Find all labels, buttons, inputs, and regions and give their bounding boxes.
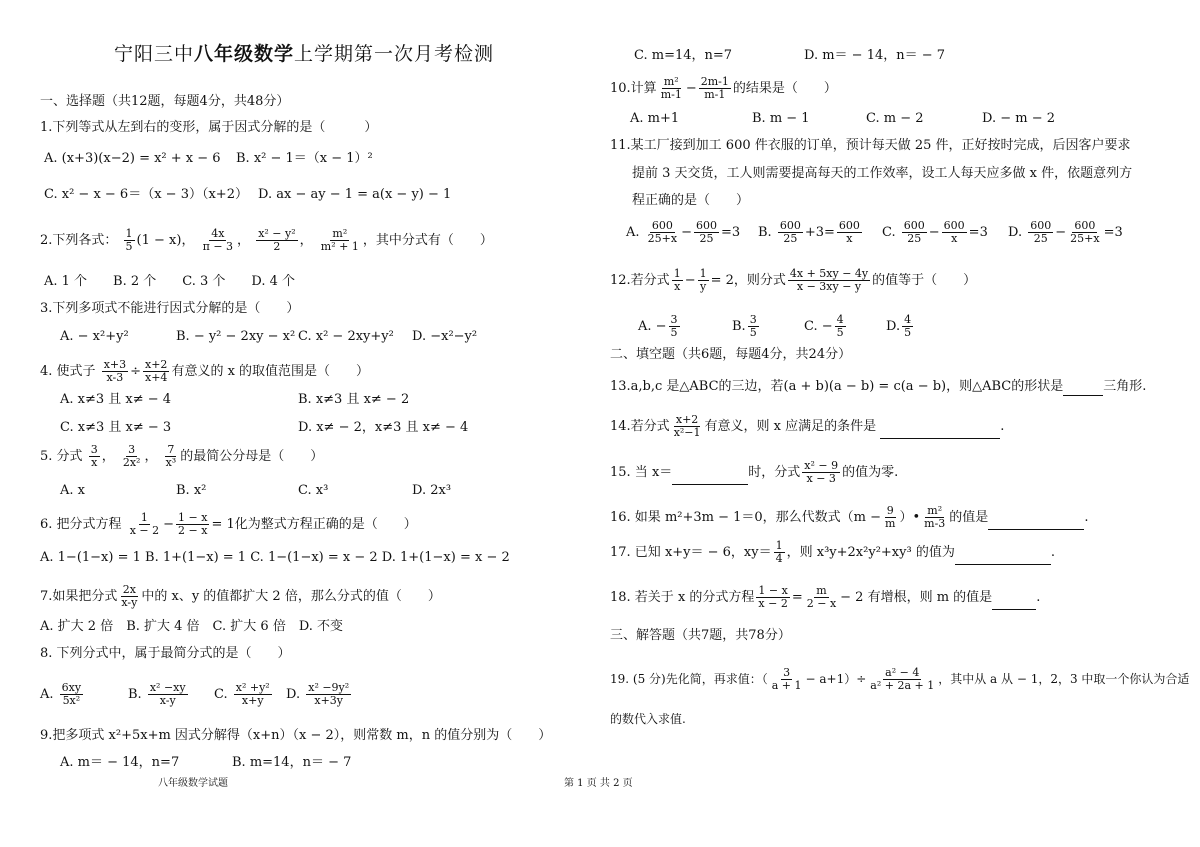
denominator: x − 2 <box>758 597 788 610</box>
fraction <box>837 220 862 245</box>
numerator: 4x + 5xy − 4y <box>789 267 869 280</box>
q5-option-d: D. 2x³ <box>412 483 452 498</box>
q7-pre: 7.如果把分式 <box>40 589 118 604</box>
numerator: 1 <box>673 267 681 280</box>
denominator: x+3y <box>314 694 344 707</box>
q1-stem: 1.下列等式从左到右的变形，属于因式分解的是（ ） <box>40 120 378 135</box>
numerator: 3 <box>783 666 791 679</box>
denominator: 5 <box>836 326 844 339</box>
numerator: x² − y² <box>258 227 296 240</box>
equals: =3 <box>1103 225 1123 240</box>
q10-option-b: B. m − 1 <box>752 111 810 126</box>
q19-line-2: 的数代入求值. <box>610 712 686 726</box>
denominator: x − 3 <box>806 472 836 485</box>
numerator: 4 <box>836 313 844 326</box>
q19-mid: − a+1）÷ <box>805 672 867 686</box>
q4-option-b: B. x≠3 且 x≠ − 2 <box>298 392 410 407</box>
denominator: 2 <box>273 240 281 253</box>
numerator: 600 <box>838 219 860 232</box>
q2-post: ，其中分式有（ ） <box>362 233 493 248</box>
q18-post: − 2 有增根，则 m 的值是 <box>840 590 993 605</box>
numerator: 600 <box>779 219 801 232</box>
q4-option-d: D. x≠ − 2，x≠3 且 x≠ − 4 <box>298 420 469 435</box>
denominator: m <box>885 517 896 530</box>
q2-term-1: (1 − x)， <box>136 233 195 248</box>
option-label: A. <box>40 687 54 702</box>
denominator: x <box>91 456 98 469</box>
denominator: 2 − x <box>178 524 208 537</box>
numerator: 600 <box>1074 219 1096 232</box>
numerator: 3 <box>128 443 136 456</box>
q19-stem <box>610 667 1189 692</box>
q4-fraction-1 <box>102 359 128 384</box>
footer-left: 八年级数学试题 <box>158 778 228 789</box>
denominator: x+y <box>241 694 264 707</box>
fraction <box>883 505 897 530</box>
option-label: D. <box>1008 225 1023 240</box>
q12-pre: 12.若分式 <box>610 273 670 288</box>
denominator: 5 <box>670 326 678 339</box>
fraction <box>788 268 870 293</box>
q10-option-d: D. − m − 2 <box>982 111 1056 126</box>
q6-options: A. 1−(1−x) = 1 B. 1+(1−x) = 1 C. 1−(1−x) = x − 2 D. 1+(1−x) = x − 2 <box>40 550 510 565</box>
denominator: x²−1 <box>673 426 701 439</box>
q8-fraction-c <box>234 682 272 707</box>
q6-stem <box>40 512 417 537</box>
denominator: π − 3 <box>202 240 234 253</box>
q11-option-b <box>758 220 864 245</box>
q2-pre: 2.下列各式： <box>40 233 118 248</box>
q10-pre: 10.计算 <box>610 81 657 96</box>
q1-option-a: A. (x+3)(x−2) = x² + x − 6 <box>44 151 221 166</box>
fraction <box>942 220 967 245</box>
q16-stem <box>610 505 1088 530</box>
numerator: 1 <box>775 539 783 552</box>
q11-option-a <box>626 220 740 245</box>
q6-post: = 1化为整式方程正确的是（ ） <box>211 517 417 532</box>
option-label: C. <box>882 225 896 240</box>
numerator: 600 <box>943 219 965 232</box>
minus-sign: − <box>163 517 175 532</box>
fraction <box>646 220 679 245</box>
numerator: 600 <box>903 219 925 232</box>
q12-stem <box>610 268 976 293</box>
q4-fraction-2 <box>143 359 169 384</box>
q4-option-c: C. x≠3 且 x≠ − 3 <box>60 420 172 435</box>
answer-blank[interactable] <box>880 424 1000 439</box>
q7-stem <box>40 584 441 609</box>
fraction <box>669 314 680 339</box>
fraction <box>778 220 803 245</box>
option-label: C. <box>214 687 228 702</box>
answer-blank[interactable] <box>1063 381 1103 396</box>
numerator: m <box>816 584 827 597</box>
q9-option-b: B. m=14，n＝ − 7 <box>232 755 352 770</box>
q2-fraction-2 <box>201 228 235 253</box>
minus-sign: − <box>684 273 696 288</box>
fraction <box>774 540 785 565</box>
q14-pre: 14.若分式 <box>610 419 670 434</box>
q8-stem: 8. 下列分式中，属于最简分式的是（ ） <box>40 646 291 661</box>
denominator: a² + 2a + 1 <box>870 679 935 692</box>
numerator: 4 <box>904 313 912 326</box>
q7-fraction <box>119 584 139 609</box>
fraction <box>902 220 927 245</box>
fraction <box>694 220 719 245</box>
numerator: 1 − x <box>758 584 788 597</box>
q12-post: 的值等于（ ） <box>872 273 977 288</box>
fraction <box>868 667 936 692</box>
q4-stem <box>40 359 369 384</box>
q5-option-a: A. x <box>60 483 85 498</box>
numerator: m² <box>663 75 679 88</box>
q8-option-b <box>128 682 190 707</box>
fraction <box>770 667 804 692</box>
numerator: x² −9y² <box>308 681 350 694</box>
operator: +3= <box>804 225 835 240</box>
q2-fraction-3 <box>256 228 297 253</box>
denominator: 5 <box>904 326 912 339</box>
denominator: 2x² <box>122 456 141 469</box>
q16-post: 的值是 <box>949 510 989 525</box>
numerator: 6xy <box>61 681 82 694</box>
fraction <box>922 505 947 530</box>
option-label: A. <box>626 225 640 240</box>
q15-post: 的值为零. <box>842 465 899 480</box>
q10-fraction-2 <box>699 76 731 101</box>
q5-option-b: B. x² <box>176 483 207 498</box>
denominator: x³ <box>165 456 177 469</box>
fraction <box>748 314 759 339</box>
q15-mid: 时，分式 <box>748 465 801 480</box>
numerator: 600 <box>651 219 673 232</box>
q1-option-c: C. x² − x − 6＝（x − 3）（x+2） <box>44 187 248 202</box>
q5-post: 的最简公分母是（ ） <box>180 449 324 464</box>
numerator: 2m-1 <box>700 75 729 88</box>
numerator: a² − 4 <box>885 666 920 679</box>
numerator: x² −xy <box>149 681 186 694</box>
numerator: x² − 9 <box>804 459 839 472</box>
q8-option-c <box>214 682 274 707</box>
numerator: x+3 <box>103 358 127 371</box>
q16-pre: 16. 如果 m²+3m − 1＝0，那么代数式（m − <box>610 510 882 525</box>
q2-stem: 2.下列各式： $\frac{1}{5}$ (1 − x)， $\frac{4x}{\pi - 3}$ ， $\frac{\text{x² − y²}}{2}$ ， $\frac{\text{m²}}{\text{m² + 1}}$ ，其中分式有（ ） <box>40 227 493 253</box>
minus-sign: − <box>685 81 697 96</box>
q4-pre: 4. 使式子 <box>40 364 96 379</box>
q5-fraction-1 <box>89 444 100 469</box>
q12-mid-text: = 2，则分式 <box>710 273 786 288</box>
section-fill-in: 二、填空题（共6题，每题4分，共24分） <box>610 347 852 362</box>
q10-option-a: A. m+1 <box>630 111 680 126</box>
q9-stem: 9.把多项式 x²+5x+m 因式分解得（x+n）（x − 2），则常数 m，n 的值分别为（ ） <box>40 728 552 743</box>
option-label: B. <box>128 687 142 702</box>
numerator: x² +y² <box>235 681 270 694</box>
q8-fraction-d <box>306 682 351 707</box>
divide-sign: ÷ <box>130 364 142 379</box>
q19-pre: 19. (5 分)先化简，再求值：（ <box>610 672 768 686</box>
denominator: m² + 1 <box>320 240 359 253</box>
denominator: x <box>674 280 681 293</box>
q5-pre: 5. 分式 <box>40 449 83 464</box>
answer-blank[interactable] <box>988 515 1084 530</box>
q12-option-d <box>886 314 915 339</box>
section-answer: 三、解答题（共7题，共78分） <box>610 628 791 643</box>
q18-end: . <box>1036 590 1041 605</box>
option-label: B. <box>732 319 746 334</box>
q2-fraction-4 <box>319 228 361 253</box>
denominator: x+4 <box>145 371 168 384</box>
fraction <box>802 460 840 485</box>
denominator: 4 <box>775 552 783 565</box>
q10-post: 的结果是（ ） <box>732 81 837 96</box>
fraction <box>902 314 913 339</box>
q15-pre: 15. 当 x＝ <box>610 465 673 480</box>
equals: =3 <box>721 225 741 240</box>
numerator: 1 <box>699 267 707 280</box>
q3-option-b: B. − y² − 2xy − x² <box>176 329 296 344</box>
q14-post: 有意义，则 x 应满足的条件是 <box>704 419 877 434</box>
denominator: 5x² <box>62 694 81 707</box>
q9-option-c: C. m=14，n=7 <box>634 48 733 63</box>
q9-option-d: D. m＝ − 14，n＝ − 7 <box>804 48 946 63</box>
numerator: 9 <box>886 504 894 517</box>
q13-stem <box>610 378 1146 396</box>
q3-option-d: D. −x²−y² <box>412 329 478 344</box>
numerator: 4x <box>211 227 225 240</box>
numerator: 1 <box>125 227 133 240</box>
numerator: 7 <box>167 443 175 456</box>
q17-end: . <box>1050 545 1055 560</box>
q2-options: A. 1 个 B. 2 个 C. 3 个 D. 4 个 <box>44 274 296 289</box>
denominator: x-y <box>121 596 138 609</box>
q6-pre: 6. 把分式方程 <box>40 517 122 532</box>
denominator: 25 <box>907 232 922 245</box>
q5-option-c: C. x³ <box>298 483 329 498</box>
denominator: x <box>846 232 853 245</box>
denominator: a + 1 <box>771 679 802 692</box>
denominator: m-1 <box>704 88 726 101</box>
q3-stem: 3.下列多项式不能进行因式分解的是（ ） <box>40 301 300 316</box>
denominator: 5 <box>749 326 757 339</box>
q16-mid: ）• <box>899 510 921 525</box>
q15-stem <box>610 460 898 485</box>
q11-line-2: 提前 3 天交货，工人则需要提高每天的工作效率，设工人每天应多做 x 件，依题意列方 <box>632 166 1133 181</box>
denominator: m-1 <box>660 88 682 101</box>
denominator: m-3 <box>924 517 946 530</box>
q17-post: ，则 x³y+2x²y²+xy³ 的值为 <box>786 545 955 560</box>
q8-option-a <box>40 682 85 707</box>
q3-option-c: C. x² − 2xy+y² <box>298 329 394 344</box>
fraction <box>1068 220 1101 245</box>
denominator: y <box>699 280 707 293</box>
denominator: x <box>951 232 958 245</box>
operator: − <box>928 225 940 240</box>
numerator: 600 <box>696 219 717 232</box>
q2-fraction-1 <box>124 228 135 253</box>
title-post: 上学期第一次月考检测 <box>294 43 495 65</box>
q12-option-a <box>638 314 682 339</box>
numerator: 1 − x <box>178 511 208 524</box>
q18-pre: 18. 若关于 x 的分式方程 <box>610 590 755 605</box>
q12-option-c <box>804 314 848 339</box>
q1-option-b: B. x² − 1＝（x − 1）² <box>236 151 373 166</box>
option-label: A. − <box>638 319 667 334</box>
q11-option-c <box>882 220 988 245</box>
denominator: x − 3xy − y <box>796 280 862 293</box>
denominator: x-3 <box>106 371 124 384</box>
operator: − <box>1055 225 1067 240</box>
denominator: 25 <box>783 232 798 245</box>
option-label: D. <box>286 687 301 702</box>
numerator: 3 <box>749 313 757 326</box>
q14-end: . <box>1000 419 1005 434</box>
numerator: 1 <box>140 511 148 524</box>
footer-page-number: 第 1 页 共 2 页 <box>564 778 633 789</box>
q19-post: ，其中从 a 从 − 1，2，3 中取一个你认为合适 <box>938 672 1190 686</box>
q10-fraction-1 <box>659 76 684 101</box>
q4-post: 有意义的 x 的取值范围是（ ） <box>171 364 370 379</box>
option-label: D. <box>886 319 901 334</box>
numerator: 3 <box>90 443 98 456</box>
fraction <box>835 314 846 339</box>
fraction <box>805 585 838 610</box>
q5-stem: 5. 分式 $\frac{3}{x}$ ， $\frac{3}{\text{2x²}}$ ， $\frac{7}{\text{x³}}$ 的最简公分母是（ ） <box>40 443 324 469</box>
numerator: m² <box>332 227 348 240</box>
option-label: C. − <box>804 319 833 334</box>
title-bold: 八年级数学 <box>194 43 295 65</box>
q14-stem <box>610 414 1004 439</box>
numerator: 3 <box>670 313 678 326</box>
q5-fraction-3 <box>164 444 179 469</box>
option-label: B. <box>758 225 772 240</box>
q16-end: . <box>1084 510 1089 525</box>
denominator: 25 <box>699 232 714 245</box>
denominator: x-y <box>159 694 176 707</box>
answer-blank[interactable] <box>992 595 1036 610</box>
denominator: 25 <box>1033 232 1048 245</box>
q6-fraction-1 <box>128 512 161 537</box>
numerator: m² <box>927 504 943 517</box>
q17-pre: 17. 已知 x+y＝ − 6，xy＝ <box>610 545 772 560</box>
fraction <box>1028 220 1053 245</box>
denominator: 25+x <box>1070 232 1100 245</box>
q13-post: 三角形. <box>1103 379 1147 394</box>
q7-post: 中的 x、y 的值都扩大 2 倍，那么分式的值（ ） <box>141 589 441 604</box>
q11-line-3: 程正确的是（ ） <box>632 193 750 208</box>
q18-stem <box>610 585 1040 610</box>
equals: =3 <box>968 225 988 240</box>
fraction <box>756 585 789 610</box>
fraction <box>672 414 703 439</box>
numerator: 2x <box>122 583 136 596</box>
q8-option-d <box>286 682 353 707</box>
denominator: 5 <box>125 240 133 253</box>
equals: = <box>791 590 803 605</box>
numerator: 600 <box>1030 219 1052 232</box>
denominator: x − 2 <box>129 524 160 537</box>
q7-options: A. 扩大 2 倍 B. 扩大 4 倍 C. 扩大 6 倍 D. 不变 <box>40 619 344 634</box>
q1-option-d: D. ax − ay − 1 = a(x − y) − 1 <box>258 187 452 202</box>
q6-fraction-2 <box>176 512 209 537</box>
numerator: x+2 <box>145 358 168 371</box>
denominator: 2 − x <box>806 597 837 610</box>
q3-option-a: A. − x²+y² <box>60 329 129 344</box>
q11-line-1: 11.某工厂接到加工 600 件衣服的订单，预计每天做 25 件，正好按时完成，后因客户要求 <box>610 138 1131 153</box>
q10-stem <box>610 76 837 101</box>
q8-fraction-b <box>148 682 188 707</box>
q8-fraction-a <box>60 682 83 707</box>
q10-option-c: C. m − 2 <box>866 111 924 126</box>
title-pre: 宁阳三中 <box>114 43 195 65</box>
q11-option-d <box>1008 220 1123 245</box>
section-choice: 一、选择题（共12题，每题4分，共48分） <box>40 94 290 109</box>
q4-option-a: A. x≠3 且 x≠ − 4 <box>60 392 172 407</box>
answer-blank[interactable] <box>955 550 1051 565</box>
page-title <box>114 45 494 63</box>
q5-fraction-2 <box>121 444 143 469</box>
fraction <box>672 268 683 293</box>
q9-option-a: A. m＝ − 14，n=7 <box>60 755 180 770</box>
q12-option-b <box>732 314 761 339</box>
denominator: 25+x <box>647 232 678 245</box>
operator: − <box>681 225 692 240</box>
q17-stem <box>610 540 1055 565</box>
numerator: x+2 <box>675 413 699 426</box>
q13-text: 13.a,b,c 是△ABC的三边，若(a + b)(a − b) = c(a − b)，则△ABC的形状是 <box>610 379 1064 394</box>
answer-blank[interactable] <box>672 470 748 485</box>
fraction <box>698 268 709 293</box>
